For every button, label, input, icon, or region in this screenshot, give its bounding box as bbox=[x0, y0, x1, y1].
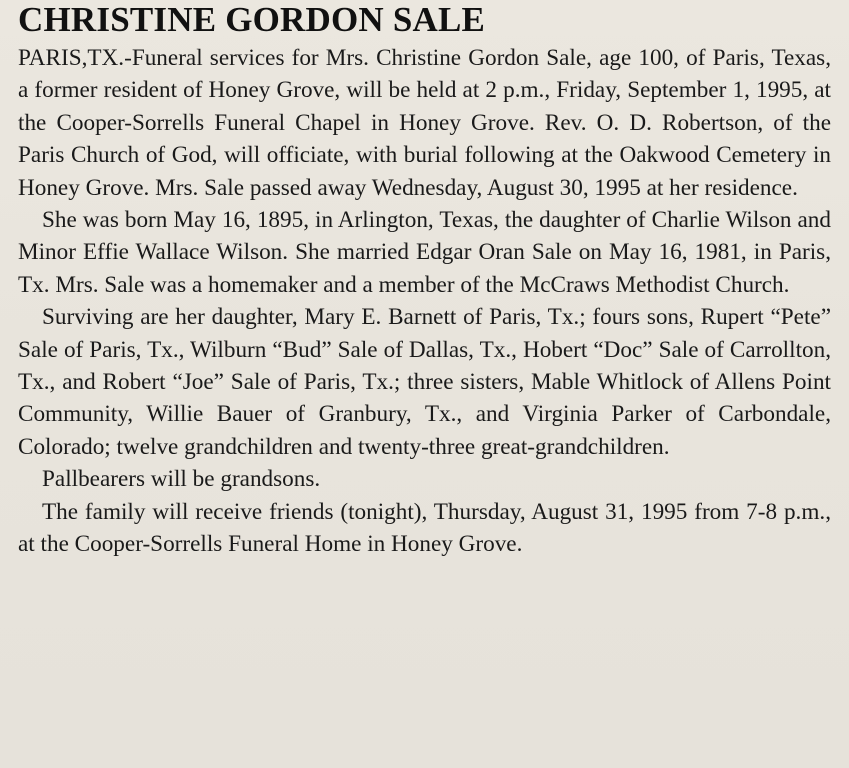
obituary-body bbox=[18, 42, 831, 561]
obituary-headline: CHRISTINE GORDON SALE bbox=[18, 0, 486, 39]
paragraph-birth-marriage: She was born May 16, 1895, in Arlington, Texas, the daughter of Charlie Wilson and Minor Effie Wallace Wilson. She married Edgar Oran Sale on May 16, 1981, in Paris, Tx. Mrs. Sale was a homemaker and a member of the McCraws Methodist Church. bbox=[18, 207, 831, 298]
paragraph-funeral-services: PARIS,TX.-Funeral services for Mrs. Christine Gordon Sale, age 100, of Paris, Texas, a former resident of Honey Grove, will be held at 2 p.m., Friday, September 1, 1995, at the Cooper-Sorrells Funeral Chapel in Honey Grove. Rev. O. D. Robertson, of the Paris Church of God, will officiate, with burial following at the Oakwood Cemetery in Honey Grove. Mrs. Sale passed away Wednesday, August 30, 1995 at her residence. bbox=[18, 45, 831, 201]
paragraph-survivors: Surviving are her daughter, Mary E. Barnett of Paris, Tx.; fours sons, Rupert “Pete” Sale of Paris, Tx., Wilburn “Bud” Sale of Dallas, Tx., Hobert “Doc” Sale of Carrollton, Tx., and Robert “Joe” Sale of Paris, Tx.; three sisters, Mable Whitlock of Allens Point Community, Willie Bauer of Granbury, Tx., and Virginia Parker of Carbondale, Colorado; twelve grandchildren and twenty-three great-grandchildren. bbox=[18, 304, 831, 460]
paragraph-visitation: The family will receive friends (tonight), Thursday, August 31, 1995 from 7-8 p.m., at the Cooper-Sorrells Funeral Home in Honey Grove. bbox=[18, 498, 831, 558]
paragraph-pallbearers: Pallbearers will be grandsons. bbox=[42, 466, 321, 493]
